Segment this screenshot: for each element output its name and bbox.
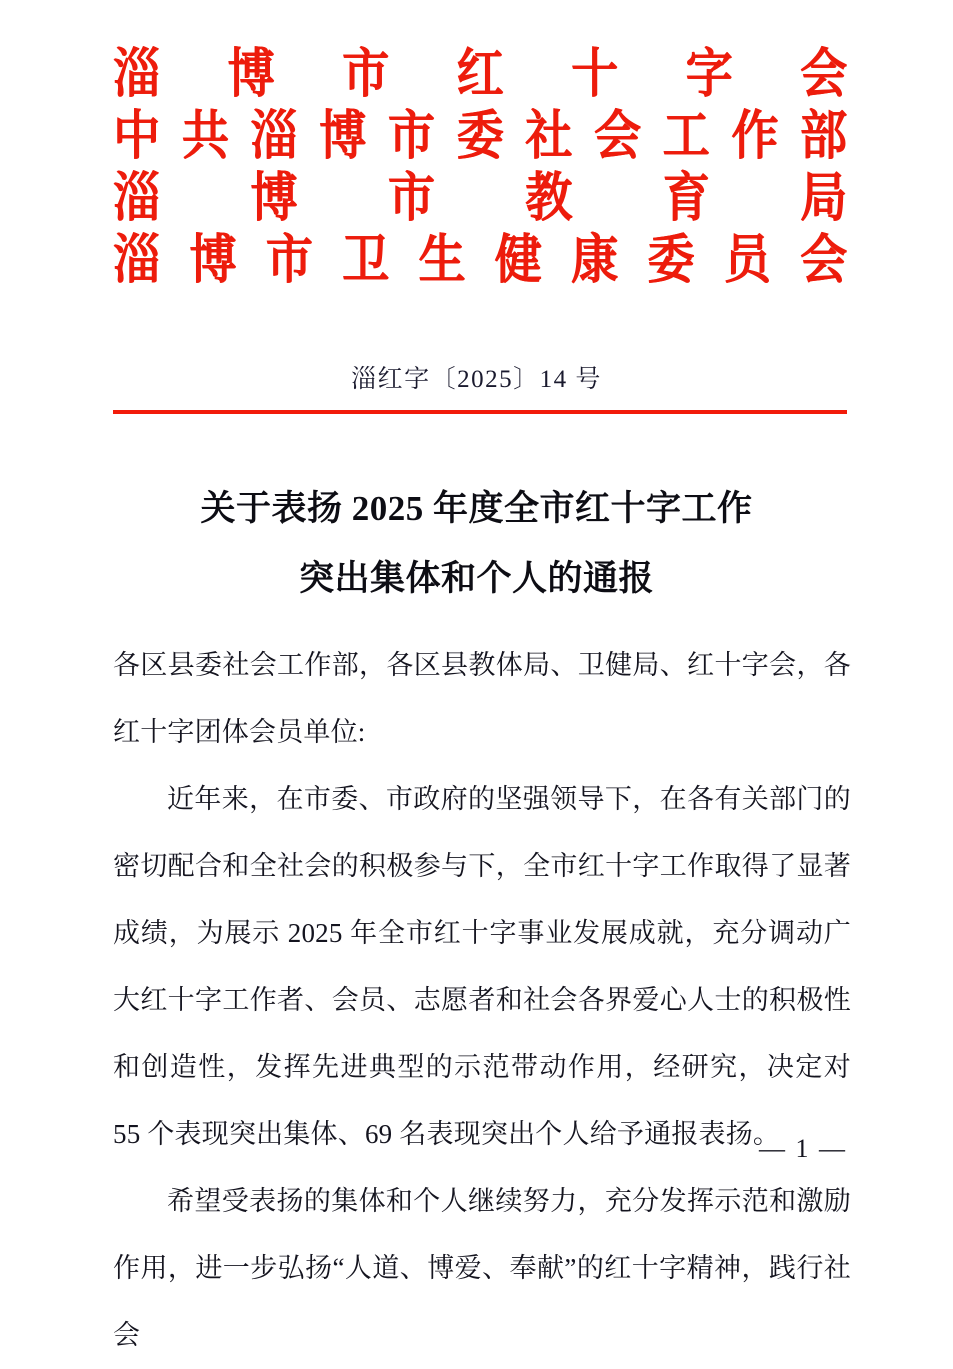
letterhead-char: 十 — [571, 45, 618, 104]
red-separator-rule — [113, 410, 847, 414]
letterhead-char: 市 — [342, 45, 389, 104]
letterhead-char: 博 — [250, 169, 298, 228]
letterhead-char: 会 — [800, 45, 847, 104]
letterhead-char: 作 — [731, 107, 779, 166]
letterhead-char: 会 — [799, 231, 847, 290]
letterhead-char: 博 — [189, 231, 237, 290]
letterhead-line-3 — [113, 166, 847, 232]
letterhead-char: 委 — [647, 231, 695, 290]
letterhead-line-4 — [113, 228, 847, 294]
letterhead-char: 卫 — [341, 231, 389, 290]
page-number: — 1 — — [759, 1134, 847, 1163]
letterhead-char: 市 — [387, 169, 435, 228]
letterhead-char: 中 — [113, 107, 160, 166]
letterhead-char: 康 — [570, 231, 618, 290]
body-paragraph-2: 希望受表扬的集体和个人继续努力，充分发挥示范和激励作用，进一步弘扬“人道、博爱、奉献”的红十字精神，践行社会 — [113, 1186, 851, 1350]
letterhead-char: 市 — [265, 231, 313, 290]
letterhead-char: 字 — [685, 45, 733, 104]
page-title-line-2: 突出集体和个人的通报 — [298, 559, 654, 598]
letterhead-char: 员 — [723, 231, 771, 290]
letterhead-char: 博 — [319, 107, 367, 166]
letterhead-char: 博 — [227, 45, 275, 104]
letterhead-char: 市 — [387, 107, 435, 166]
letterhead-char: 淄 — [113, 45, 160, 104]
letterhead-char: 淄 — [250, 107, 298, 166]
body-paragraph-1: 近年来，在市委、市政府的坚强领导下，在各有关部门的密切配合和全社会的积极参与下，全市红十字工作取得了显著成绩，为展示 2025 年全市红十字事业发展成就，充分调动广大红十字工作者、会员、志愿者和社会各界爱心人士的积极性和创造性，发挥先进典型的示范带动作用，经研究，决定对 55 个表现突出集体、69 名表现突出个人给予通报表扬。 — [113, 784, 851, 1149]
document-body — [113, 632, 851, 1369]
letterhead-char: 红 — [456, 45, 504, 104]
letterhead-char: 会 — [593, 107, 641, 166]
letterhead-line-2 — [113, 104, 847, 170]
page-title — [0, 474, 953, 614]
page-title-line-1: 关于表扬 2025 年度全市红十字工作 — [200, 489, 753, 528]
letterhead-char: 淄 — [113, 231, 160, 290]
letterhead — [113, 42, 847, 290]
letterhead-char: 委 — [456, 107, 504, 166]
body-salutation: 各区县委社会工作部，各区县教体局、卫健局、红十字会，各红十字团体会员单位: — [113, 650, 851, 747]
letterhead-char: 育 — [662, 169, 710, 228]
letterhead-line-1 — [113, 42, 847, 108]
letterhead-char: 工 — [662, 107, 710, 166]
letterhead-char: 教 — [525, 169, 573, 228]
letterhead-char: 生 — [418, 231, 466, 290]
letterhead-char: 社 — [525, 107, 573, 166]
letterhead-char: 淄 — [113, 169, 160, 228]
document-number: 淄红字〔2025〕14 号 — [351, 366, 602, 393]
letterhead-char: 健 — [494, 231, 542, 290]
letterhead-char: 共 — [181, 107, 229, 166]
letterhead-char: 部 — [799, 107, 847, 166]
letterhead-char: 局 — [799, 169, 847, 228]
